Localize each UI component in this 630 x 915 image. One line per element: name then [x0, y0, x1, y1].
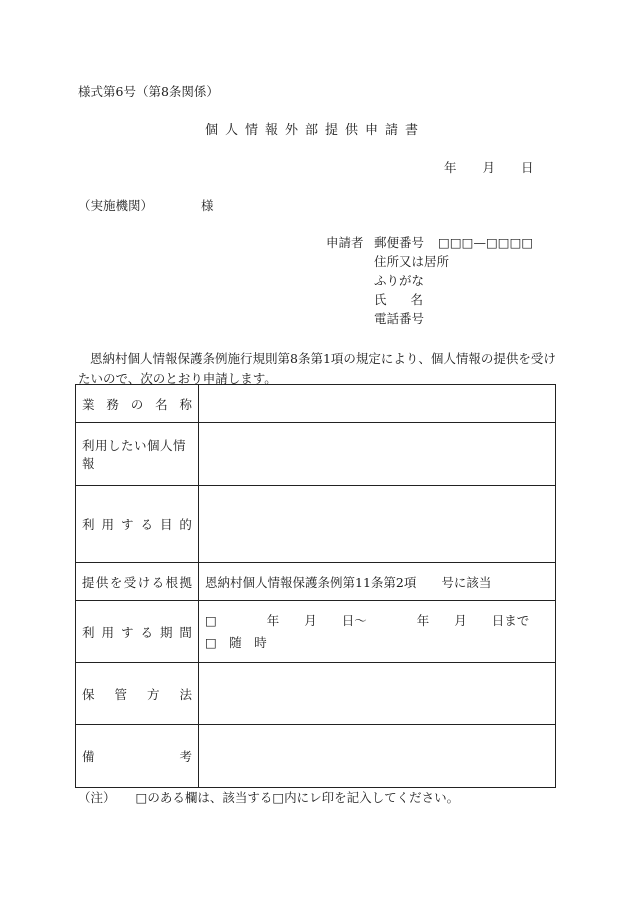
applicant-furigana-label: ふりがな	[374, 273, 425, 288]
table-row	[76, 601, 556, 663]
document-title: 個人情報外部提供申請書	[204, 123, 425, 138]
date-month: 月	[482, 160, 496, 175]
label-char: 用	[101, 624, 114, 640]
table-row	[76, 563, 556, 601]
row-label	[76, 663, 199, 725]
label-text: 利用したい個人情報	[82, 438, 187, 471]
label-char: 考	[179, 749, 192, 764]
name-label-2: 名	[410, 292, 424, 307]
applicant-name-row	[374, 294, 423, 307]
label-char: 管	[114, 686, 127, 702]
row-value	[199, 486, 556, 563]
application-table	[75, 384, 556, 788]
form-number: 様式第6号（第8条関係）	[78, 84, 219, 99]
label-text	[82, 515, 192, 533]
table-row	[76, 486, 556, 563]
note-text: □のある欄は、該当する□内にレ印を記入してください。	[135, 790, 460, 805]
label-char: 提	[82, 574, 95, 590]
label-char: 的	[179, 517, 192, 532]
name-label-1: 氏	[374, 292, 387, 307]
row-label	[76, 423, 199, 486]
addressee-label: （実施機関）	[78, 198, 154, 213]
label-char: 業	[82, 396, 95, 412]
applicant-phone-label: 電話番号	[374, 311, 425, 326]
label-char: 供	[95, 574, 109, 590]
row-label	[76, 725, 199, 788]
row-label	[76, 385, 199, 423]
label-char: 根	[165, 574, 179, 590]
label-char: 拠	[179, 574, 192, 590]
label-char: る	[151, 574, 165, 590]
label-char: 方	[146, 686, 160, 702]
table-row	[76, 423, 556, 486]
applicant-label: 申請者	[326, 235, 364, 250]
label-char: す	[120, 517, 134, 532]
row-label	[76, 563, 199, 601]
basis-value: 恩納村個人情報保護条例第11条第2項 号に該当	[199, 563, 556, 601]
date-year: 年	[444, 160, 457, 175]
label-char: す	[120, 624, 134, 640]
table-row	[76, 663, 556, 725]
row-value	[199, 385, 556, 423]
footnote	[78, 792, 459, 805]
table-row	[76, 385, 556, 423]
label-text	[82, 395, 192, 413]
label-char: け	[137, 574, 151, 590]
applicant-postal-row	[374, 237, 533, 250]
label-text	[82, 685, 192, 703]
row-label	[76, 601, 199, 663]
label-text	[82, 623, 192, 641]
applicant-address-label: 住所又は居所	[374, 254, 450, 269]
postal-value: □□□—□□□□	[438, 235, 534, 250]
date-line	[444, 162, 534, 175]
label-text	[82, 747, 192, 765]
label-char: 利	[82, 624, 95, 640]
addressee-honorific: 様	[201, 198, 214, 213]
table-row	[76, 725, 556, 788]
label-char: 受	[123, 574, 137, 590]
label-char: 称	[179, 396, 192, 412]
row-value	[199, 663, 556, 725]
period-range-option: □ 年 月 日～ 年 月 日まで	[205, 612, 530, 628]
label-char: 用	[101, 517, 114, 532]
period-anytime-option: □ 随 時	[205, 634, 267, 650]
label-char: 期	[159, 624, 173, 640]
label-char: の	[130, 396, 144, 412]
label-char: る	[140, 517, 153, 532]
label-char: 法	[179, 686, 192, 702]
label-char: 務	[106, 396, 119, 412]
date-day: 日	[521, 160, 534, 175]
label-char: 利	[82, 517, 95, 532]
intro-paragraph: 恩納村個人情報保護条例施行規則第8条第1項の規定により、個人情報の提供を受けたいので、次のとおり申請します。	[78, 351, 556, 386]
row-value	[199, 423, 556, 486]
label-char: を	[109, 574, 123, 590]
label-char: 目	[159, 517, 173, 532]
row-label	[76, 486, 199, 563]
row-value	[199, 725, 556, 788]
label-char: 備	[82, 749, 95, 764]
label-char: 名	[155, 396, 168, 412]
label-char: る	[140, 624, 153, 640]
period-value	[199, 601, 556, 663]
label-char: 保	[82, 686, 95, 702]
postal-label: 郵便番号	[374, 235, 425, 250]
label-text	[82, 573, 192, 591]
addressee	[78, 200, 214, 213]
note-label: （注）	[78, 790, 116, 805]
label-char: 間	[179, 624, 192, 640]
